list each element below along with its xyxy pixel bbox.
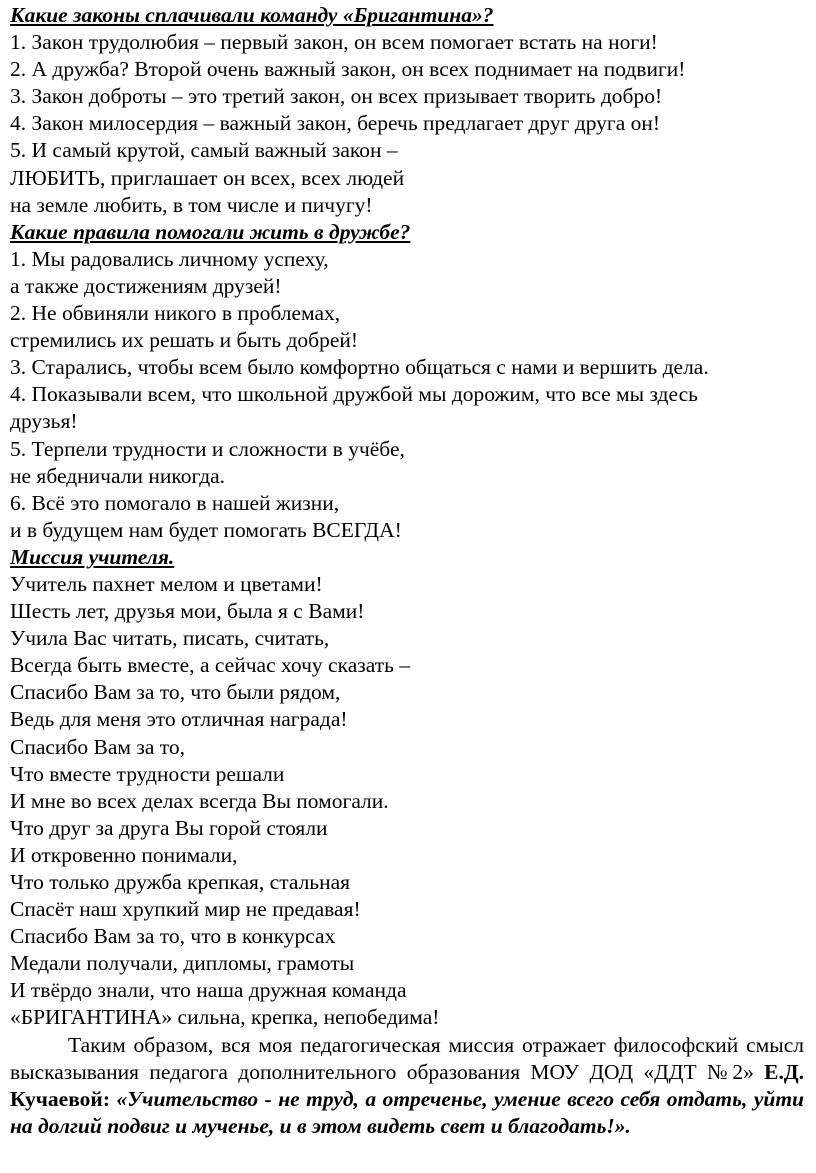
- list-item: 5. Терпели трудности и сложности в учёбе,: [10, 436, 405, 461]
- poem-line: Что друг за друга Вы горой стояли: [10, 815, 328, 840]
- list-item: 4. Закон милосердия – важный закон, беречь предлагает друг друга он!: [10, 111, 661, 136]
- list-item: 2. А дружба? Второй очень важный закон, он всех поднимает на подвиги!: [10, 57, 686, 82]
- poem-line: Спасибо Вам за то,: [10, 734, 186, 759]
- list-item: 3. Старались, чтобы всем было комфортно общаться с нами и вершить дела.: [10, 355, 709, 380]
- poem-line: Спасёт наш хрупкий мир не предавая!: [10, 897, 361, 922]
- poem-line: Ведь для меня это отличная награда!: [10, 707, 348, 732]
- author-name: Е.Д. Кучаевой:: [10, 1059, 804, 1111]
- poem-line: Учила Вас читать, писать, считать,: [10, 626, 330, 651]
- list-item: а также достижениям друзей!: [10, 273, 282, 298]
- list-item: друзья!: [10, 409, 78, 434]
- poem-line: Шесть лет, друзья мои, была я с Вами!: [10, 599, 365, 624]
- poem-line: И откровенно понимали,: [10, 842, 238, 867]
- conclusion-paragraph: [10, 1032, 804, 1140]
- list-item: 6. Всё это помогало в нашей жизни,: [10, 490, 340, 515]
- section-heading-laws: Какие законы сплачивали команду «Бригантина»?: [10, 3, 494, 27]
- section-heading-mission: Миссия учителя.: [10, 544, 175, 569]
- list-item: 5. И самый крутой, самый важный закон –: [10, 138, 398, 163]
- poem-line: И твёрдо знали, что наша дружная команда: [10, 978, 407, 1003]
- list-item: 2. Не обвиняли никого в проблемах,: [10, 301, 341, 326]
- list-item: 1. Закон трудолюбия – первый закон, он всем помогает встать на ноги!: [10, 30, 658, 55]
- poem: [10, 571, 804, 1032]
- list-item: ЛЮБИТЬ, приглашает он всех, всех людей: [10, 165, 405, 190]
- poem-line: И мне во всех делах всегда Вы помогали.: [10, 788, 389, 813]
- poem-line: Учитель пахнет мелом и цветами!: [10, 571, 323, 596]
- poem-line: Спасибо Вам за то, что были рядом,: [10, 680, 341, 705]
- poem-line: Спасибо Вам за то, что в конкурсах: [10, 924, 336, 949]
- quote-text: «Учительство - не труд, а отреченье, умение всего себя отдать, уйти на долгий подвиг и мученье, и в этом видеть свет и благодать!».: [10, 1086, 804, 1138]
- section-heading-rules: Какие правила помогали жить в дружбе?: [10, 219, 411, 244]
- rules-list: [10, 246, 804, 544]
- poem-line: Медали получали, дипломы, грамоты: [10, 951, 355, 976]
- list-item: на земле любить, в том числе и пичугу!: [10, 192, 373, 217]
- poem-line: Что вместе трудности решали: [10, 761, 285, 786]
- list-item: 4. Показывали всем, что школьной дружбой мы дорожим, что все мы здесь: [10, 382, 698, 407]
- list-item: и в будущем нам будет помогать ВСЕГДА!: [10, 517, 402, 542]
- poem-line: Что только дружба крепкая, стальная: [10, 870, 351, 894]
- poem-line: Всегда быть вместе, а сейчас хочу сказать –: [10, 653, 411, 678]
- list-item: 3. Закон доброты – это третий закон, он всех призывает творить добро!: [10, 84, 663, 109]
- laws-list: [10, 29, 804, 219]
- list-item: не ябедничали никогда.: [10, 463, 226, 488]
- conclusion-text: Таким образом, вся моя педагогическая миссия отражает философский смысл высказывания педагога дополнительного образования МОУ ДОД «ДДТ №2»: [10, 1032, 804, 1084]
- poem-line: «БРИГАНТИНА» сильна, крепка, непобедима!: [10, 1005, 440, 1030]
- list-item: 1. Мы радовались личному успеху,: [10, 246, 329, 271]
- list-item: стремились их решать и быть добрей!: [10, 328, 359, 353]
